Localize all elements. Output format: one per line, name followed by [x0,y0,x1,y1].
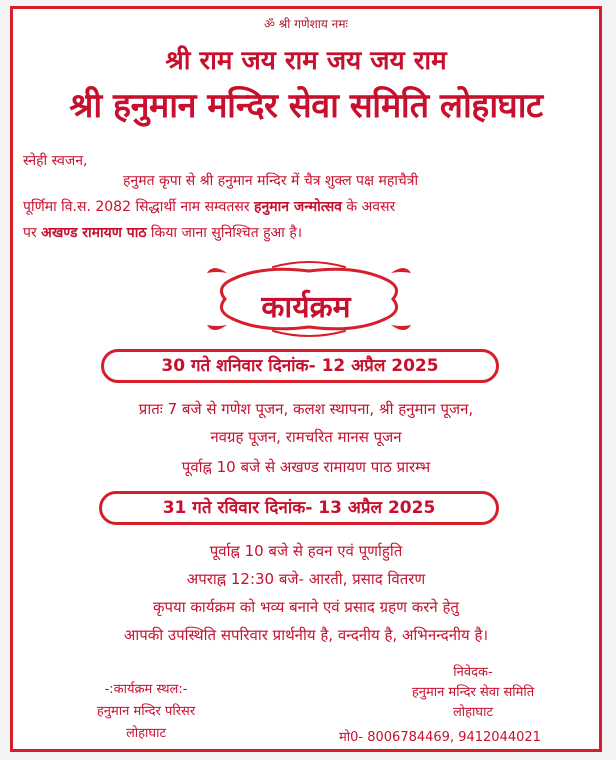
appeal-line-1: कृपया कार्यक्रम को भव्य बनाने एवं प्रसाद ग्रहण करने हेतु [153,598,459,616]
venue-line-2: लोहाघाट [125,726,167,741]
venue-block [51,679,241,745]
invocation-text: ॐ श्री गणेशाय नमः [264,17,348,31]
sender-line-2: लोहाघाट [452,705,494,720]
program-title: कार्यक्रम [261,290,351,325]
organization-title: श्री हनुमान मन्दिर सेवा समिति लोहाघाट [69,86,543,126]
venue-label: -:कार्यक्रम स्थल:- [104,682,188,697]
invitation-card [10,6,602,752]
greeting: स्नेही स्वजन, [23,153,88,169]
day1-line-2: नवग्रह पूजन, रामचरित मानस पूजन [210,428,402,446]
intro-line-3: पर अखण्ड रामायण पाठ किया जाना सुनिश्चित हुआ है। [23,225,303,241]
sender-line-1: हनुमान मन्दिर सेवा समिति [411,685,535,700]
venue-line-1: हनुमान मन्दिर परिसर [96,704,196,719]
day2-line-1: पूर्वाह्न 10 बजे से हवन एवं पूर्णाहुति [209,542,403,560]
sender-block [353,663,593,723]
appeal-line-2: आपकी उपस्थिति सपरिवार प्रार्थनीय है, वन्दनीय है, अभिनन्दनीय है। [123,626,489,644]
day1-line-3: पूर्वाह्न 10 बजे से अखण्ड रामायण पाठ प्रारम्भ [181,458,431,476]
day2-line-2: अपराह्न 12:30 बजे- आरती, प्रसाद वितरण [186,570,426,588]
day1-heading: 30 गते शनिवार दिनांक- 12 अप्रैल 2025 [101,349,499,383]
event-name: हनुमान जन्मोत्सव [254,199,342,215]
intro-line-2: पूर्णिमा वि.स. 2082 सिद्धार्थी नाम सम्वतसर हनुमान जन्मोत्सव के अवसर [23,199,396,215]
day2-heading: 31 गते रविवार दिनांक- 13 अप्रैल 2025 [99,491,499,525]
day1-line-1: प्रातः 7 बजे से गणेश पूजन, कलश स्थापना, श्री हनुमान पूजन, [138,400,474,418]
recital-name: अखण्ड रामायण पाठ [41,225,147,241]
sender-label: निवेदक- [453,665,493,680]
contact-numbers: मो0- 8006784469, 9412044021 [339,730,541,745]
chant-line: श्री राम जय राम जय जय राम [165,46,447,76]
intro-line-1: हनुमत कृपा से श्री हनुमान मन्दिर में चैत्र शुक्ल पक्ष महाचैत्री [123,173,419,189]
